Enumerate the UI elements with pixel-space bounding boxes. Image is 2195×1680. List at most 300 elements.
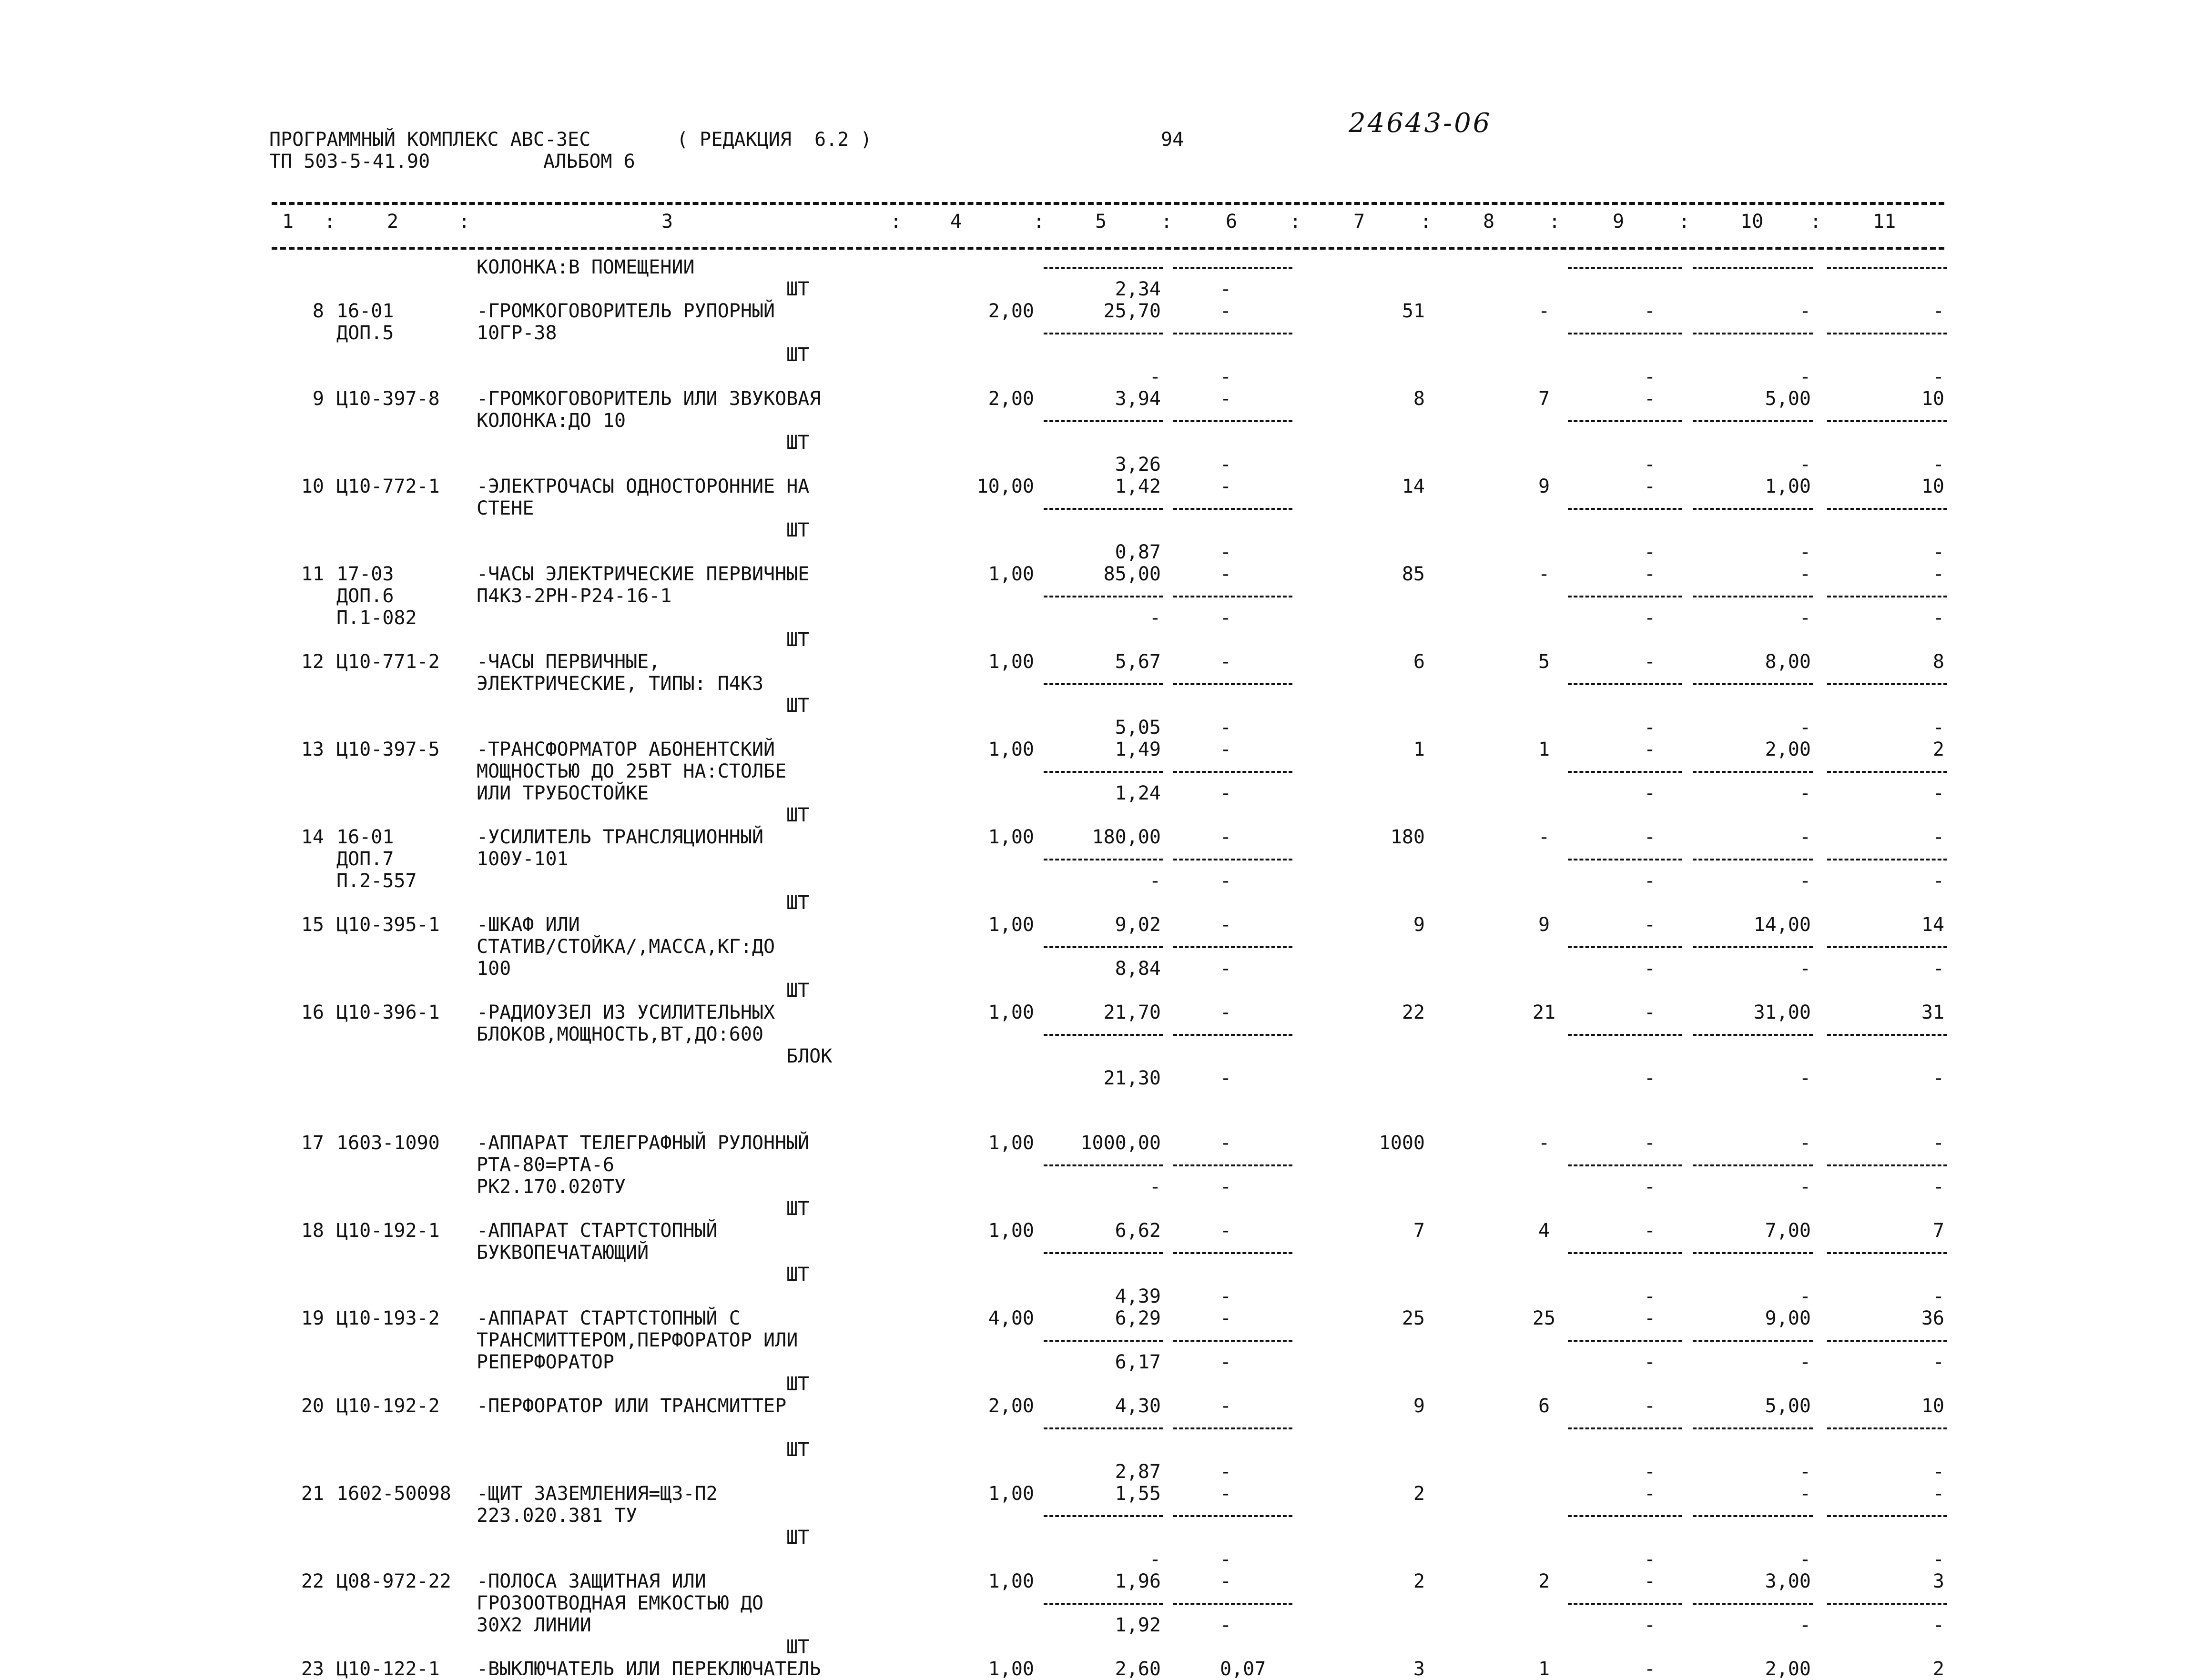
row-number: 8	[312, 300, 324, 322]
cell-col7: 85	[1402, 563, 1425, 585]
row-code: Ц10-193-2	[336, 1307, 440, 1329]
dashed-subtotal-rule	[1568, 1427, 1682, 1429]
cell-col11: -	[1932, 1132, 1944, 1154]
column-separator: :	[1290, 211, 1301, 233]
dashed-subtotal-rule	[1044, 1340, 1163, 1342]
cell-col11: 3	[1932, 1570, 1944, 1592]
cell-col11: 10	[1921, 388, 1944, 410]
dashed-subtotal-rule	[1693, 1340, 1813, 1342]
row-description: 10ГР-38	[477, 322, 557, 344]
dashed-subtotal-rule	[1173, 1164, 1292, 1166]
dashed-subtotal-rule	[1568, 859, 1682, 860]
cell-col6-sub: -	[1220, 607, 1232, 629]
dashed-subtotal-rule	[1044, 508, 1163, 510]
dashed-subtotal-rule	[1044, 1515, 1163, 1517]
cell-col5-sub: 8,84	[1115, 958, 1161, 980]
row-description: -АППАРАТ СТАРТСТОПНЫЙ С	[477, 1307, 741, 1329]
row-description: -АППАРАТ ТЕЛЕГРАФНЫЙ РУЛОННЫЙ	[477, 1132, 810, 1154]
row-unit: ШТ	[786, 1198, 810, 1220]
cell-col10: 2,00	[1765, 739, 1811, 760]
cell-quantity: 1,00	[988, 651, 1034, 673]
cell-col10: 7,00	[1765, 1220, 1811, 1242]
cell-col6-sub: -	[1220, 1285, 1232, 1307]
cell-col5-sub: -	[1149, 607, 1161, 629]
row-code: 16-01	[336, 300, 394, 322]
dashed-subtotal-rule	[1827, 1252, 1947, 1254]
dashed-subtotal-rule	[1173, 1603, 1292, 1605]
row-code: 16-01	[336, 826, 394, 848]
cell-col8: 6	[1538, 1395, 1550, 1417]
cell-col6: -	[1220, 388, 1232, 410]
row-description: БУКВОПЕЧАТАЮЩИЙ	[477, 1242, 649, 1264]
document-stamp-number: 24643-06	[1349, 108, 1492, 139]
row-unit: ШТ	[786, 1264, 810, 1285]
row-description: МОЩНОСТЬЮ ДО 25ВТ НА:СТОЛБЕ	[477, 760, 787, 782]
dashed-subtotal-rule	[1044, 859, 1163, 860]
dashed-subtotal-rule	[1568, 1164, 1682, 1166]
row-description: -АППАРАТ СТАРТСТОПНЫЙ	[477, 1220, 718, 1242]
row-code: Ц10-192-2	[336, 1395, 440, 1417]
row-description: 30Х2 ЛИНИИ	[477, 1614, 591, 1636]
cell-col5-sub: 1,24	[1115, 782, 1161, 804]
cell-col6: -	[1220, 1570, 1232, 1592]
row-description: -ЭЛЕКТРОЧАСЫ ОДНОСТОРОННИЕ НА	[477, 476, 810, 497]
cell-col6: -	[1220, 1395, 1232, 1417]
cell-col10: -	[1799, 1132, 1811, 1154]
cell-col5: 1,96	[1115, 1570, 1161, 1592]
cell-col11-sub: -	[1932, 1351, 1944, 1373]
cell-col11: 10	[1921, 1395, 1944, 1417]
column-separator: :	[1549, 211, 1561, 233]
cell-col5-sub: -	[1149, 1176, 1161, 1198]
cell-col9-sub: -	[1644, 454, 1656, 476]
cell-col6: -	[1220, 1483, 1232, 1505]
cell-col11-sub: -	[1932, 1176, 1944, 1198]
dashed-subtotal-rule	[1827, 333, 1947, 334]
cell-col6-sub: -	[1220, 870, 1232, 892]
row-unit: ШТ	[786, 980, 810, 1002]
dashed-subtotal-rule	[1173, 1515, 1292, 1517]
row-code: Ц10-192-1	[336, 1220, 440, 1242]
cell-col5: 1,42	[1115, 476, 1161, 497]
cell-col9: -	[1644, 1002, 1656, 1023]
dashed-subtotal-rule	[1827, 946, 1947, 948]
dashed-subtotal-rule	[1568, 1252, 1682, 1254]
dashed-subtotal-rule	[1827, 420, 1947, 422]
cell-col9-sub: -	[1644, 1067, 1656, 1089]
dashed-subtotal-rule	[1568, 267, 1682, 269]
cell-col7: 180	[1390, 826, 1425, 848]
dashed-subtotal-rule	[1827, 1164, 1947, 1166]
cell-col6: -	[1220, 826, 1232, 848]
row-description: РК2.170.020ТУ	[477, 1176, 626, 1198]
cell-col5: 6,62	[1115, 1220, 1161, 1242]
dashed-subtotal-rule	[1693, 596, 1813, 597]
cell-col6: -	[1220, 914, 1232, 936]
row-code: Ц10-122-1	[336, 1658, 440, 1680]
cell-col9-sub: -	[1644, 607, 1656, 629]
row-unit: ШТ	[786, 1527, 810, 1548]
cell-col7: 51	[1402, 300, 1425, 322]
cell-quantity: 1,00	[988, 1483, 1034, 1505]
dashed-subtotal-rule	[1173, 1252, 1292, 1254]
cell-col6-sub: -	[1220, 958, 1232, 980]
row-code: 1602-50098	[336, 1483, 451, 1505]
cell-col5: 21,70	[1103, 1002, 1161, 1023]
cell-quantity: 1,00	[988, 1658, 1034, 1680]
cell-quantity: 1,00	[988, 1220, 1034, 1242]
row-code: ДОП.6	[336, 585, 394, 607]
cell-col8: 4	[1538, 1220, 1550, 1242]
dashed-subtotal-rule	[1693, 1515, 1813, 1517]
row-number: 15	[301, 914, 324, 936]
dashed-subtotal-rule	[1693, 1252, 1813, 1254]
dashed-subtotal-rule	[1044, 1164, 1163, 1166]
cell-col7: 7	[1413, 1220, 1425, 1242]
cell-col9-sub: -	[1644, 958, 1656, 980]
dashed-subtotal-rule	[1693, 859, 1813, 860]
dashed-subtotal-rule	[1568, 420, 1682, 422]
column-separator: :	[1161, 211, 1173, 233]
cell-quantity: 2,00	[988, 300, 1034, 322]
cell-col5: 25,70	[1103, 300, 1161, 322]
row-description: ГРОЗООТВОДНАЯ ЕМКОСТЬЮ ДО	[477, 1592, 764, 1614]
column-header: 7	[1353, 211, 1365, 233]
cell-col8: -	[1538, 1132, 1550, 1154]
dashed-subtotal-rule	[1568, 1034, 1682, 1036]
column-header: 1	[282, 211, 294, 233]
row-description: 100У-101	[477, 848, 569, 870]
dashed-subtotal-rule	[1568, 333, 1682, 334]
row-code: 17-03	[336, 563, 394, 585]
dashed-subtotal-rule	[1827, 1603, 1947, 1605]
dashed-subtotal-rule	[1173, 859, 1292, 860]
dashed-subtotal-rule	[1693, 683, 1813, 685]
row-unit: БЛОК	[786, 1045, 833, 1067]
cell-col9: -	[1644, 1307, 1656, 1329]
dashed-subtotal-rule	[1568, 596, 1682, 597]
cell-col10: 1,00	[1765, 476, 1811, 497]
cell-col9: -	[1644, 651, 1656, 673]
cell-col6: -	[1220, 651, 1232, 673]
cell-col5-sub: -	[1149, 1548, 1161, 1570]
cell-col11-sub: -	[1932, 870, 1944, 892]
cell-col10-sub: -	[1799, 1176, 1811, 1198]
cell-col11: -	[1932, 300, 1944, 322]
column-header: 2	[387, 211, 399, 233]
dashed-subtotal-rule	[1568, 683, 1682, 685]
dashed-subtotal-rule	[1173, 683, 1292, 685]
row-unit: ШТ	[786, 278, 810, 300]
cell-col6: -	[1220, 1220, 1232, 1242]
cell-col9: -	[1644, 1483, 1656, 1505]
edition-label: ( РЕДАКЦИЯ 6.2 )	[677, 129, 872, 151]
row-description: -ЧАСЫ ПЕРВИЧНЫЕ,	[477, 651, 661, 673]
cell-col9: -	[1644, 739, 1656, 760]
row-description: -УСИЛИТЕЛЬ ТРАНСЛЯЦИОННЫЙ	[477, 826, 764, 848]
cell-col11-sub: -	[1932, 782, 1944, 804]
cell-col9-sub: -	[1644, 1176, 1656, 1198]
row-code: Ц10-771-2	[336, 651, 440, 673]
row-unit: ШТ	[786, 519, 810, 541]
row-number: 14	[301, 826, 324, 848]
dashed-subtotal-rule	[1693, 946, 1813, 948]
cell-quantity: 1,00	[988, 1132, 1034, 1154]
cell-col11-sub: -	[1932, 607, 1944, 629]
row-unit: ШТ	[786, 1439, 810, 1461]
cell-col6-sub: -	[1220, 278, 1232, 300]
dashed-subtotal-rule	[1173, 1340, 1292, 1342]
cell-col9-sub: -	[1644, 1351, 1656, 1373]
dashed-subtotal-rule	[1827, 771, 1947, 773]
dashed-subtotal-rule	[1173, 1034, 1292, 1036]
cell-col11-sub: -	[1932, 1461, 1944, 1483]
cell-quantity: 1,00	[988, 563, 1034, 585]
cell-quantity: 1,00	[988, 826, 1034, 848]
cell-col8: 7	[1538, 388, 1550, 410]
dashed-subtotal-rule	[1693, 508, 1813, 510]
cell-col11: -	[1932, 1483, 1944, 1505]
cell-col5: 1,55	[1115, 1483, 1161, 1505]
dashed-subtotal-rule	[1693, 1603, 1813, 1605]
cell-col5: 2,60	[1115, 1658, 1161, 1680]
cell-col10-sub: -	[1799, 717, 1811, 739]
cell-col5-sub: -	[1149, 870, 1161, 892]
cell-col8: 9	[1538, 914, 1550, 936]
row-number: 19	[301, 1307, 324, 1329]
cell-col11: -	[1932, 826, 1944, 848]
cell-col8: 5	[1538, 651, 1550, 673]
cell-col9-sub: -	[1644, 782, 1656, 804]
cell-quantity: 4,00	[988, 1307, 1034, 1329]
cell-col6-sub: -	[1220, 1548, 1232, 1570]
row-description: -ГРОМКОГОВОРИТЕЛЬ ИЛИ ЗВУКОВАЯ	[477, 388, 821, 410]
cell-col10-sub: -	[1799, 1285, 1811, 1307]
column-separator: :	[324, 211, 336, 233]
row-number: 16	[301, 1002, 324, 1023]
cell-col11-sub: -	[1932, 1614, 1944, 1636]
cell-col6: -	[1220, 1307, 1232, 1329]
cell-col10: 9,00	[1765, 1307, 1811, 1329]
cell-col5: 85,00	[1103, 563, 1161, 585]
cell-col7: 1000	[1379, 1132, 1425, 1154]
cell-col7: 9	[1413, 1395, 1425, 1417]
dashed-subtotal-rule	[1693, 1427, 1813, 1429]
cell-col10: -	[1799, 563, 1811, 585]
row-code: Ц10-395-1	[336, 914, 440, 936]
cell-col5: 180,00	[1092, 826, 1161, 848]
row-description: ТРАНСМИТТЕРОМ,ПЕРФОРАТОР ИЛИ	[477, 1329, 798, 1351]
dashed-subtotal-rule	[1827, 596, 1947, 597]
row-description: -ЧАСЫ ЭЛЕКТРИЧЕСКИЕ ПЕРВИЧНЫЕ	[477, 563, 810, 585]
dashed-subtotal-rule	[1044, 1034, 1163, 1036]
cell-col11-sub: -	[1932, 717, 1944, 739]
dashed-subtotal-rule	[1827, 267, 1947, 269]
cell-col8: 9	[1538, 476, 1550, 497]
cell-col11-sub: -	[1932, 1548, 1944, 1570]
dashed-subtotal-rule	[1173, 420, 1292, 422]
cell-col10-sub: -	[1799, 1461, 1811, 1483]
cell-col10: 2,00	[1765, 1658, 1811, 1680]
cell-col6-sub: -	[1220, 782, 1232, 804]
dashed-subtotal-rule	[1044, 1603, 1163, 1605]
cell-col7: 8	[1413, 388, 1425, 410]
cell-col11-sub: -	[1932, 1067, 1944, 1089]
cell-col6: -	[1220, 476, 1232, 497]
column-header: 11	[1873, 211, 1896, 233]
row-description: 100	[477, 958, 511, 980]
column-separator: :	[890, 211, 902, 233]
cell-col6: -	[1220, 563, 1232, 585]
cell-col10: 8,00	[1765, 651, 1811, 673]
cell-col8: 21	[1532, 1002, 1556, 1023]
cell-col6-sub: -	[1220, 1614, 1232, 1636]
cell-col11-sub: -	[1932, 454, 1944, 476]
dashed-subtotal-rule	[1044, 683, 1163, 685]
row-description: -ШКАФ ИЛИ	[477, 914, 580, 936]
dashed-subtotal-rule	[1827, 1034, 1947, 1036]
row-code: ДОП.7	[336, 848, 394, 870]
row-unit: ШТ	[786, 804, 810, 826]
row-number: 13	[301, 739, 324, 760]
dashed-subtotal-rule	[1173, 946, 1292, 948]
dashed-subtotal-rule	[1173, 1427, 1292, 1429]
row-number: 11	[301, 563, 324, 585]
cell-col10: 5,00	[1765, 1395, 1811, 1417]
album-label: АЛЬБОМ 6	[543, 151, 635, 172]
dashed-subtotal-rule	[1044, 1252, 1163, 1254]
cell-col11: 36	[1921, 1307, 1944, 1329]
cell-col8: 1	[1538, 1658, 1550, 1680]
cell-col5-sub: 5,05	[1115, 717, 1161, 739]
cell-col10: 5,00	[1765, 388, 1811, 410]
cell-col11: 14	[1921, 914, 1944, 936]
cell-col8: 1	[1538, 739, 1550, 760]
cell-col9: -	[1644, 388, 1656, 410]
dashed-subtotal-rule	[1827, 1427, 1947, 1429]
cell-col6-sub: -	[1220, 541, 1232, 563]
row-unit: ШТ	[786, 629, 810, 651]
cell-col5-sub: -	[1149, 366, 1161, 388]
row-description: П4КЗ-2РН-Р24-16-1	[477, 585, 672, 607]
cell-col10-sub: -	[1799, 958, 1811, 980]
column-header: 3	[661, 211, 673, 233]
cell-col5: 1,49	[1115, 739, 1161, 760]
cell-col7: 2	[1413, 1570, 1425, 1592]
row-description: -ЩИТ ЗАЗЕМЛЕНИЯ=ЩЗ-П2	[477, 1483, 718, 1505]
cell-col9-sub: -	[1644, 1614, 1656, 1636]
dashed-subtotal-rule	[1568, 508, 1682, 510]
cell-col5: 6,29	[1115, 1307, 1161, 1329]
cell-col9-sub: -	[1644, 1548, 1656, 1570]
cell-col6-sub: -	[1220, 1351, 1232, 1373]
dashed-subtotal-rule	[1827, 859, 1947, 860]
cell-col10: -	[1799, 300, 1811, 322]
cell-col6-sub: -	[1220, 1176, 1232, 1198]
row-description: -ВЫКЛЮЧАТЕЛЬ ИЛИ ПЕРЕКЛЮЧАТЕЛЬ	[477, 1658, 821, 1680]
row-description: -ГРОМКОГОВОРИТЕЛЬ РУПОРНЫЙ	[477, 300, 775, 322]
cell-col10-sub: -	[1799, 1351, 1811, 1373]
dashed-subtotal-rule	[1044, 420, 1163, 422]
column-header: 10	[1740, 211, 1764, 233]
cell-col10-sub: -	[1799, 1067, 1811, 1089]
cell-quantity: 2,00	[988, 388, 1034, 410]
cell-col6-sub: -	[1220, 454, 1232, 476]
row-code: П.1-082	[336, 607, 417, 629]
cell-col6: -	[1220, 1132, 1232, 1154]
cell-col11-sub: -	[1932, 958, 1944, 980]
row-description: ИЛИ ТРУБОСТОЙКЕ	[477, 782, 649, 804]
column-header: 4	[950, 211, 962, 233]
page-number: 94	[1161, 129, 1184, 151]
column-header: 8	[1483, 211, 1495, 233]
row-number: 10	[301, 476, 324, 497]
cell-col5-sub: 1,92	[1115, 1614, 1161, 1636]
cell-col9: -	[1644, 300, 1656, 322]
row-unit: ШТ	[786, 432, 810, 454]
cell-col10-sub: -	[1799, 366, 1811, 388]
cell-col6-sub: -	[1220, 1461, 1232, 1483]
row-number: 23	[301, 1658, 324, 1680]
row-code: Ц10-396-1	[336, 1002, 440, 1023]
column-header: 5	[1095, 211, 1107, 233]
cell-col9: -	[1644, 1220, 1656, 1242]
cell-col8: -	[1538, 826, 1550, 848]
cell-col11: 10	[1921, 476, 1944, 497]
dashed-subtotal-rule	[1568, 1515, 1682, 1517]
dashed-subtotal-rule	[1693, 267, 1813, 269]
row-number: 20	[301, 1395, 324, 1417]
cell-col5-sub: 4,39	[1115, 1285, 1161, 1307]
row-number: 12	[301, 651, 324, 673]
cell-col5-sub: 2,34	[1115, 278, 1161, 300]
cell-col10: 31,00	[1753, 1002, 1811, 1023]
cell-col6: 0,07	[1220, 1658, 1266, 1680]
column-header: 9	[1613, 211, 1625, 233]
cell-col9-sub: -	[1644, 541, 1656, 563]
dashed-subtotal-rule	[1173, 596, 1292, 597]
cell-col5-sub: 6,17	[1115, 1351, 1161, 1373]
cell-col5: 9,02	[1115, 914, 1161, 936]
cell-col5: 1000,00	[1080, 1132, 1161, 1154]
cell-col9: -	[1644, 1395, 1656, 1417]
dashed-subtotal-rule	[1044, 596, 1163, 597]
dashed-subtotal-rule	[1693, 1034, 1813, 1036]
dashed-subtotal-rule	[1044, 333, 1163, 334]
cell-col10: 14,00	[1753, 914, 1811, 936]
row-code: 1603-1090	[336, 1132, 440, 1154]
cell-col6: -	[1220, 1002, 1232, 1023]
row-description: -ТРАНСФОРМАТОР АБОНЕНТСКИЙ	[477, 739, 775, 760]
cell-col7: 6	[1413, 651, 1425, 673]
row-unit: ШТ	[786, 344, 810, 366]
cell-col6-sub: -	[1220, 1067, 1232, 1089]
cell-quantity: 1,00	[988, 1002, 1034, 1023]
row-number: 9	[312, 388, 324, 410]
dashed-subtotal-rule	[1173, 508, 1292, 510]
dashed-subtotal-rule	[1568, 1603, 1682, 1605]
cell-col7: 14	[1402, 476, 1425, 497]
cell-col6: -	[1220, 300, 1232, 322]
cell-col6: -	[1220, 739, 1232, 760]
cell-col5-sub: 2,87	[1115, 1461, 1161, 1483]
cell-col7: 3	[1413, 1658, 1425, 1680]
row-number: 21	[301, 1483, 324, 1505]
row-description: 223.020.381 ТУ	[477, 1505, 638, 1527]
row-description: БЛОКОВ,МОЩНОСТЬ,ВТ,ДО:600	[477, 1023, 764, 1045]
cell-col11: 7	[1932, 1220, 1944, 1242]
program-title: ПРОГРАММНЫЙ КОМПЛЕКС АВС-ЗЕС	[269, 129, 591, 151]
